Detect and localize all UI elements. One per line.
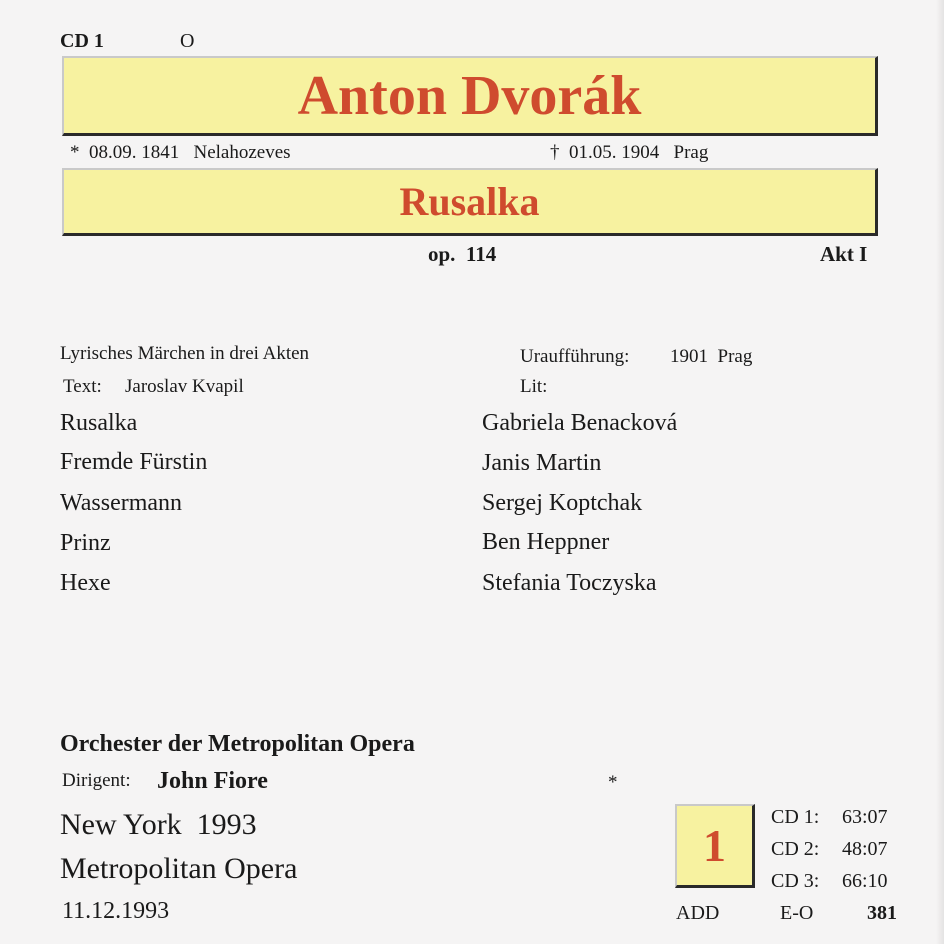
work-banner [62, 168, 878, 236]
opus-number: op. 114 [428, 242, 497, 266]
cd-duration-label: CD 2: [771, 838, 820, 860]
lit-label: Lit: [520, 376, 548, 397]
edition-code: E-O [780, 902, 814, 924]
death-info: † 01.05. 1904 Prag [550, 142, 709, 163]
disc-number: 1 [703, 820, 726, 871]
recording-place-year: New York 1993 [60, 808, 257, 841]
work-title: Rusalka [399, 179, 540, 224]
cast-singer: Ben Heppner [482, 529, 610, 555]
cast-singer: Sergej Koptchak [482, 490, 643, 516]
cd-label: CD 1 [60, 30, 104, 52]
premiere-label: Uraufführung: [520, 346, 630, 367]
star-marker: * [608, 772, 618, 793]
orchestra: Orchester der Metropolitan Opera [60, 731, 415, 757]
disc-number-box [675, 804, 755, 888]
conductor-label: Dirigent: [62, 770, 131, 791]
conductor-name: John Fiore [157, 768, 268, 794]
cd-duration-label: CD 1: [771, 806, 820, 828]
cast-role: Rusalka [60, 410, 138, 436]
recording-date: 11.12.1993 [62, 898, 170, 924]
cd-duration-time: 48:07 [842, 838, 888, 860]
text-label: Text: [63, 376, 102, 397]
cast-singer: Janis Martin [482, 450, 602, 476]
composer-name: Anton Dvorák [297, 64, 642, 127]
librettist: Jaroslav Kvapil [125, 376, 244, 397]
cd-duration-label: CD 3: [771, 870, 820, 892]
cast-role: Hexe [60, 570, 111, 596]
catalog-number: 381 [867, 902, 897, 924]
recording-format: ADD [676, 902, 720, 924]
premiere-value: 1901 Prag [670, 346, 753, 367]
marker: O [180, 30, 195, 52]
genre: Lyrisches Märchen in drei Akten [60, 343, 310, 364]
birth-info: * 08.09. 1841 Nelahozeves [70, 142, 291, 163]
recording-venue: Metropolitan Opera [60, 852, 298, 885]
cast-singer: Gabriela Benacková [482, 410, 678, 436]
cd-duration-time: 63:07 [842, 806, 888, 828]
composer-banner [62, 56, 878, 136]
cast-role: Fremde Fürstin [60, 449, 208, 475]
cast-role: Wassermann [60, 490, 183, 516]
cast-role: Prinz [60, 530, 111, 556]
cd-duration-time: 66:10 [842, 870, 888, 892]
page-edge [936, 0, 944, 944]
act-label: Akt I [820, 242, 868, 266]
cast-singer: Stefania Toczyska [482, 570, 657, 596]
